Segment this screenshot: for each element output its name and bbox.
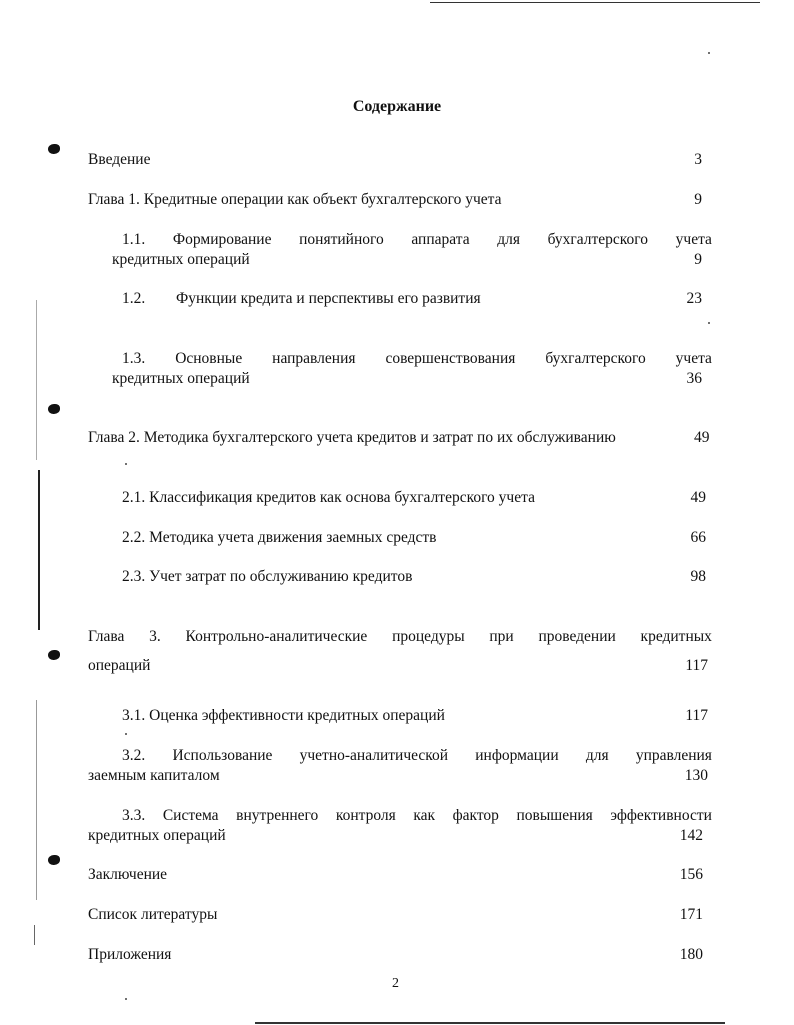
toc-word: понятийного xyxy=(299,231,384,248)
toc-word: при xyxy=(489,628,514,645)
toc-word: проведении xyxy=(538,628,616,645)
toc-entry-2-2: 2.2. Методика учета движения заемных средств xyxy=(122,529,437,546)
scan-margin-line xyxy=(34,925,35,945)
toc-word: процедуры xyxy=(392,628,465,645)
toc-word: Глава xyxy=(88,628,125,645)
binder-hole-mark xyxy=(48,650,60,660)
toc-entry-3-3-line2: кредитных операций xyxy=(88,827,226,844)
toc-page-chapter-1: 9 xyxy=(694,191,702,208)
toc-word: для xyxy=(585,747,609,764)
toc-entry-chapter-3 xyxy=(88,627,712,647)
page-title: Содержание xyxy=(352,98,442,115)
toc-entry-3-2 xyxy=(122,746,712,766)
toc-page-conclusion: 156 xyxy=(679,866,703,883)
scan-speck xyxy=(125,733,127,735)
toc-word: повышения xyxy=(516,807,593,824)
toc-page-1-1: 9 xyxy=(694,251,702,268)
toc-entry-bibliography: Список литературы xyxy=(88,906,218,923)
toc-word: направления xyxy=(272,350,356,367)
toc-word: бухгалтерского xyxy=(547,231,649,248)
toc-entry-1-1-line2: кредитных операций xyxy=(112,251,250,268)
toc-word: внутреннего xyxy=(236,807,319,824)
toc-word: Система xyxy=(162,807,219,824)
scan-speck xyxy=(708,52,710,54)
toc-entry-1-2-number: 1.2. xyxy=(122,290,146,307)
scan-margin-line xyxy=(36,700,37,900)
toc-word: учета xyxy=(675,231,712,248)
toc-word: учета xyxy=(675,350,712,367)
toc-entry-chapter-3-line2: операций xyxy=(88,657,151,674)
toc-word: аппарата xyxy=(411,231,470,248)
toc-entry-chapter-1: Глава 1. Кредитные операции как объект бухгалтерского учета xyxy=(88,191,502,208)
toc-entry-3-2-line2: заемным капиталом xyxy=(88,767,220,784)
toc-word: фактор xyxy=(452,807,499,824)
scan-speck xyxy=(125,998,127,1000)
toc-word: 3. xyxy=(149,628,161,645)
toc-word: Формирование xyxy=(172,231,272,248)
toc-word: эффективности xyxy=(610,807,712,824)
page-number: 2 xyxy=(392,976,399,991)
scan-edge-bottom xyxy=(255,1022,725,1024)
toc-word: Контрольно-аналитические xyxy=(185,628,368,645)
toc-page-2-3: 98 xyxy=(690,568,706,585)
toc-page-3-1: 117 xyxy=(685,707,708,724)
toc-page-intro: 3 xyxy=(694,151,702,168)
toc-page-chapter-3: 117 xyxy=(685,657,708,674)
toc-word: бухгалтерского xyxy=(545,350,646,367)
toc-word: кредитных xyxy=(640,628,712,645)
binder-hole-mark xyxy=(48,144,60,154)
toc-entry-3-1: 3.1. Оценка эффективности кредитных операций xyxy=(122,707,445,724)
toc-word: 3.2. xyxy=(122,747,146,764)
toc-entry-chapter-2: Глава 2. Методика бухгалтерского учета кредитов и затрат по их обслуживанию xyxy=(88,429,616,446)
toc-word: для xyxy=(497,231,520,248)
toc-word: управления xyxy=(635,747,712,764)
toc-page-chapter-2: 49 xyxy=(694,429,710,446)
toc-word: учетно-аналитической xyxy=(299,747,449,764)
toc-entry-1-3-line2: кредитных операций xyxy=(112,370,250,387)
toc-entry-1-3-number: 1.3. xyxy=(122,350,146,367)
scan-margin-line xyxy=(38,470,40,630)
scan-margin-line xyxy=(36,300,37,460)
binder-hole-mark xyxy=(48,404,60,414)
toc-page-2-1: 49 xyxy=(690,489,706,506)
toc-entry-3-3 xyxy=(122,806,712,826)
toc-page-1-3: 36 xyxy=(686,370,702,387)
toc-word: информации xyxy=(475,747,559,764)
toc-entry-2-1: 2.1. Классификация кредитов как основа бухгалтерского учета xyxy=(122,489,535,506)
toc-page-3-2: 130 xyxy=(684,767,708,784)
scan-speck xyxy=(125,463,127,465)
toc-entry-intro: Введение xyxy=(88,151,151,168)
toc-word: контроля xyxy=(335,807,396,824)
toc-entry-1-1 xyxy=(122,230,712,250)
toc-word: Основные xyxy=(175,350,243,367)
scan-edge-top xyxy=(430,2,760,3)
scan-speck xyxy=(708,322,710,324)
toc-word: совершенствования xyxy=(385,350,516,367)
toc-page-bibliography: 171 xyxy=(679,906,703,923)
toc-word: Использование xyxy=(172,747,273,764)
toc-entry-1-3 xyxy=(122,349,712,369)
toc-entry-conclusion: Заключение xyxy=(88,866,168,883)
binder-hole-mark xyxy=(48,855,60,865)
toc-entry-appendices: Приложения xyxy=(88,946,172,963)
toc-page-appendices: 180 xyxy=(679,946,703,963)
toc-page-3-3: 142 xyxy=(679,827,703,844)
toc-entry-1-2: Функции кредита и перспективы его развития xyxy=(176,290,481,307)
toc-page-2-2: 66 xyxy=(690,529,706,546)
toc-entry-2-3: 2.3. Учет затрат по обслуживанию кредитов xyxy=(122,568,413,585)
toc-entry-1-1-number: 1.1. xyxy=(122,231,146,248)
toc-word: 3.3. xyxy=(122,807,146,824)
toc-word: как xyxy=(413,807,436,824)
toc-page-1-2: 23 xyxy=(686,290,702,307)
